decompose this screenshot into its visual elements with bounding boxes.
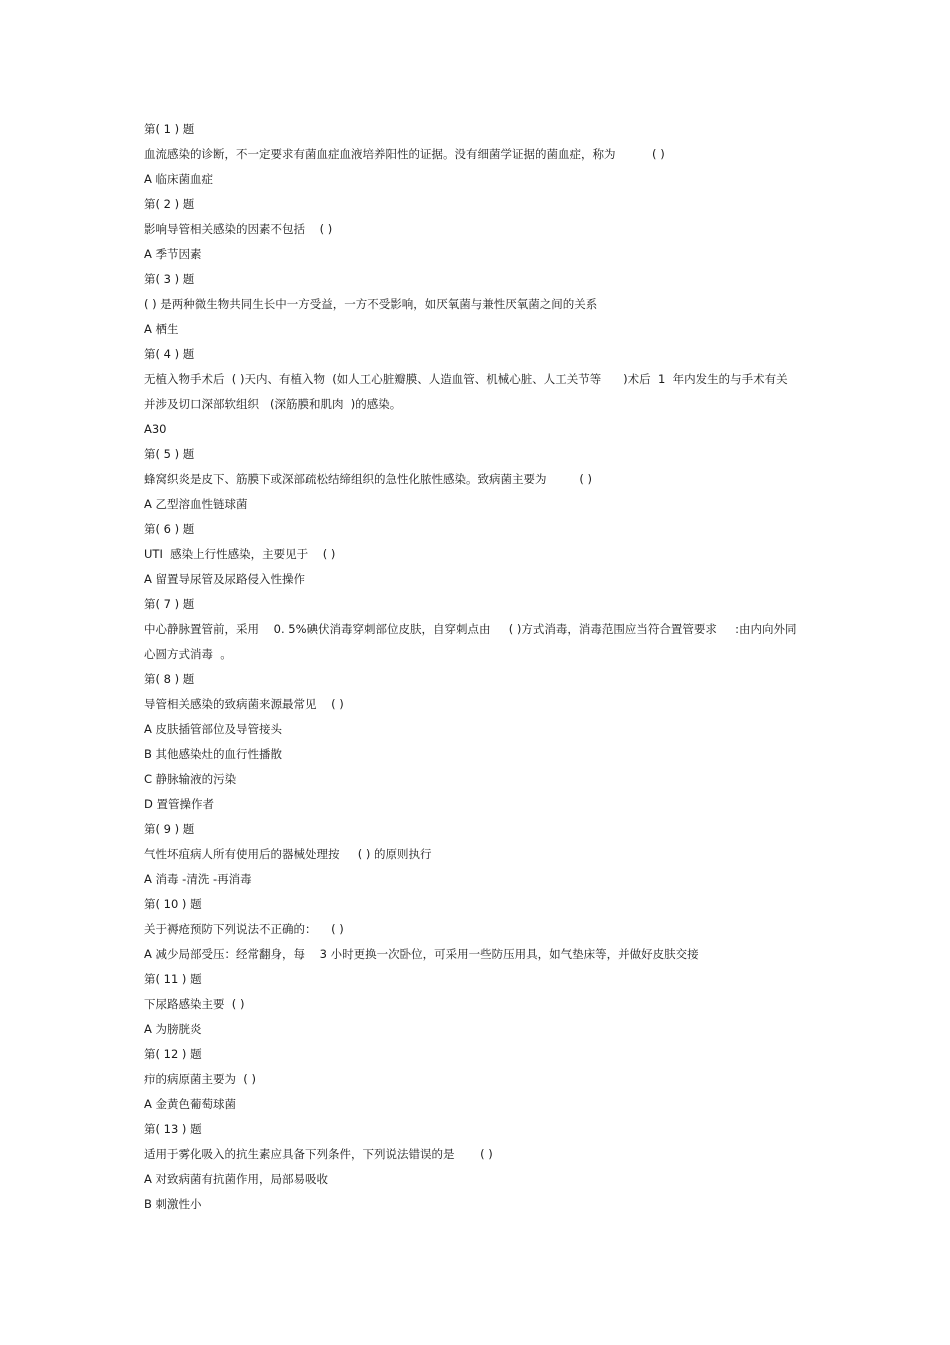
question-text: 气性坏疽病人所有使用后的器械处理按 ( ) 的原则执行 [144,847,432,861]
question-number: 第( 13 ) 题 [144,1122,202,1136]
question-number: 第( 7 ) 题 [144,597,195,611]
answer-option: D 置管操作者 [144,797,215,811]
answer-option: A 乙型溶血性链球菌 [144,497,248,511]
question-number: 第( 2 ) 题 [144,197,195,211]
question-text: 中心静脉置管前，采用 0. 5%碘伏消毒穿刺部位皮肤，自穿刺点由 ( )方式消毒，消毒范围应当符合置管要求 :由内向外同 [144,622,797,636]
question-text: 关于褥疮预防下列说法不正确的： ( ) [144,922,344,936]
question-text: ( ) 是两种微生物共同生长中一方受益，一方不受影响，如厌氧菌与兼性厌氧菌之间的关系 [144,297,598,311]
answer-option: A 临床菌血症 [144,172,214,186]
question-text: 适用于雾化吸入的抗生素应具备下列条件，下列说法错误的是 ( ) [144,1147,493,1161]
answer-option: A 对致病菌有抗菌作用，局部易吸收 [144,1172,329,1186]
question-number: 第( 3 ) 题 [144,272,195,286]
question-list [144,117,812,1217]
question-text: 疖的病原菌主要为 ( ) [144,1072,256,1086]
answer-option: A 留置导尿管及尿路侵入性操作 [144,572,306,586]
answer-option: A 季节因素 [144,247,202,261]
question-number: 第( 10 ) 题 [144,897,202,911]
answer-option: A 栖生 [144,322,179,336]
question-number: 第( 5 ) 题 [144,447,195,461]
question-number: 第( 11 ) 题 [144,972,202,986]
question-number: 第( 4 ) 题 [144,347,195,361]
question-text: 影响导管相关感染的因素不包括 ( ) [144,222,333,236]
question-text: 蜂窝织炎是皮下、筋膜下或深部疏松结缔组织的急性化脓性感染。致病菌主要为 ( ) [144,472,593,486]
question-text: 下尿路感染主要 ( ) [144,997,245,1011]
answer-option: A 消毒 -清洗 -再消毒 [144,872,252,886]
answer-option: B 刺激性小 [144,1197,202,1211]
question-number: 第( 1 ) 题 [144,122,195,136]
question-text: 无植入物手术后 ( )天内、有植入物 (如人工心脏瓣膜、人造血管、机械心脏、人工关节等 )术后 1 年内发生的与手术有关 [144,372,788,386]
question-text: UTI 感染上行性感染，主要见于 ( ) [144,547,336,561]
question-text: 并涉及切口深部软组织 (深筋膜和肌肉 )的感染。 [144,397,402,411]
question-number: 第( 12 ) 题 [144,1047,202,1061]
answer-option: A 皮肤插管部位及导管接头 [144,722,283,736]
question-number: 第( 6 ) 题 [144,522,195,536]
answer-option: A 金黄色葡萄球菌 [144,1097,237,1111]
question-text: 血流感染的诊断，不一定要求有菌血症血液培养阳性的证据。没有细菌学证据的菌血症，称为 ( ) [144,147,665,161]
question-text: 心圆方式消毒 。 [144,647,232,661]
answer-option: A30 [144,422,167,436]
question-text: 导管相关感染的致病菌来源最常见 ( ) [144,697,344,711]
answer-option: C 静脉输液的污染 [144,772,237,786]
answer-option: A 减少局部受压：经常翻身，每 3 小时更换一次卧位，可采用一些防压用具，如气垫床等，并做好皮肤交接 [144,947,699,961]
question-number: 第( 8 ) 题 [144,672,195,686]
answer-option: B 其他感染灶的血行性播散 [144,747,283,761]
question-number: 第( 9 ) 题 [144,822,195,836]
answer-option: A 为膀胱炎 [144,1022,202,1036]
